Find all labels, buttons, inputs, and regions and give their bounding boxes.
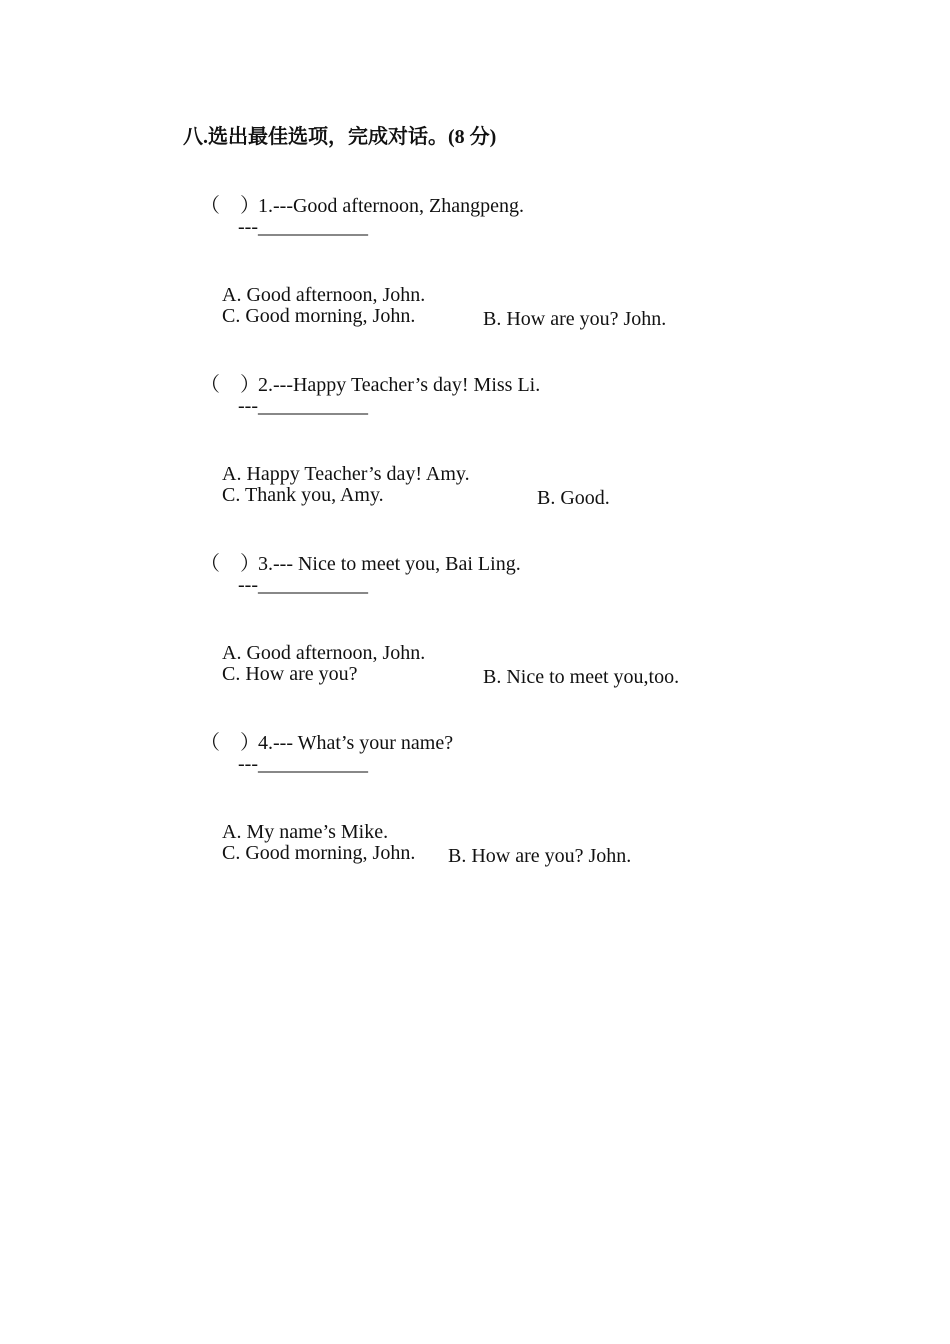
- answer-paren[interactable]: （ ）: [200, 374, 260, 396]
- question-1-prompt: 1.---Good afternoon, Zhangpeng.: [258, 195, 525, 217]
- option-a: A. My name’s Mike.: [222, 821, 389, 843]
- option-b: B. Nice to meet you,too.: [483, 666, 680, 688]
- question-4-option-c: C. Good morning, John.: [222, 842, 416, 864]
- question-1-option-c: C. Good morning, John.: [222, 305, 416, 327]
- question-2-answer-blank: ---___________: [238, 395, 368, 417]
- question-4-prompt: 4.--- What’s your name?: [258, 732, 454, 754]
- option-b: B. How are you? John.: [483, 308, 667, 330]
- answer-paren[interactable]: （ ）: [200, 732, 260, 754]
- option-a: A. Happy Teacher’s day! Amy.: [222, 463, 470, 485]
- question-1-answer-blank: ---___________: [238, 216, 368, 238]
- option-a: A. Good afternoon, John.: [222, 642, 426, 664]
- question-4-prompt-row: [190, 707, 453, 755]
- question-3-prompt: 3.--- Nice to meet you, Bai Ling.: [258, 553, 521, 575]
- option-b: B. Good.: [537, 487, 610, 509]
- question-3-prompt-row: [190, 528, 521, 576]
- question-2-prompt: 2.---Happy Teacher’s day! Miss Li.: [258, 374, 541, 396]
- question-2-prompt-row: [190, 349, 540, 397]
- question-4-answer-blank: ---___________: [238, 753, 368, 775]
- section-heading: 八.选出最佳选项，完成对话。(8 分): [183, 126, 497, 148]
- question-3-answer-blank: ---___________: [238, 574, 368, 596]
- option-a: A. Good afternoon, John.: [222, 284, 426, 306]
- question-2-option-c: C. Thank you, Amy.: [222, 484, 384, 506]
- answer-paren[interactable]: （ ）: [200, 195, 260, 217]
- answer-paren[interactable]: （ ）: [200, 553, 260, 575]
- question-1-prompt-row: [190, 170, 524, 218]
- question-3-option-c: C. How are you?: [222, 663, 358, 685]
- option-b: B. How are you? John.: [448, 845, 632, 867]
